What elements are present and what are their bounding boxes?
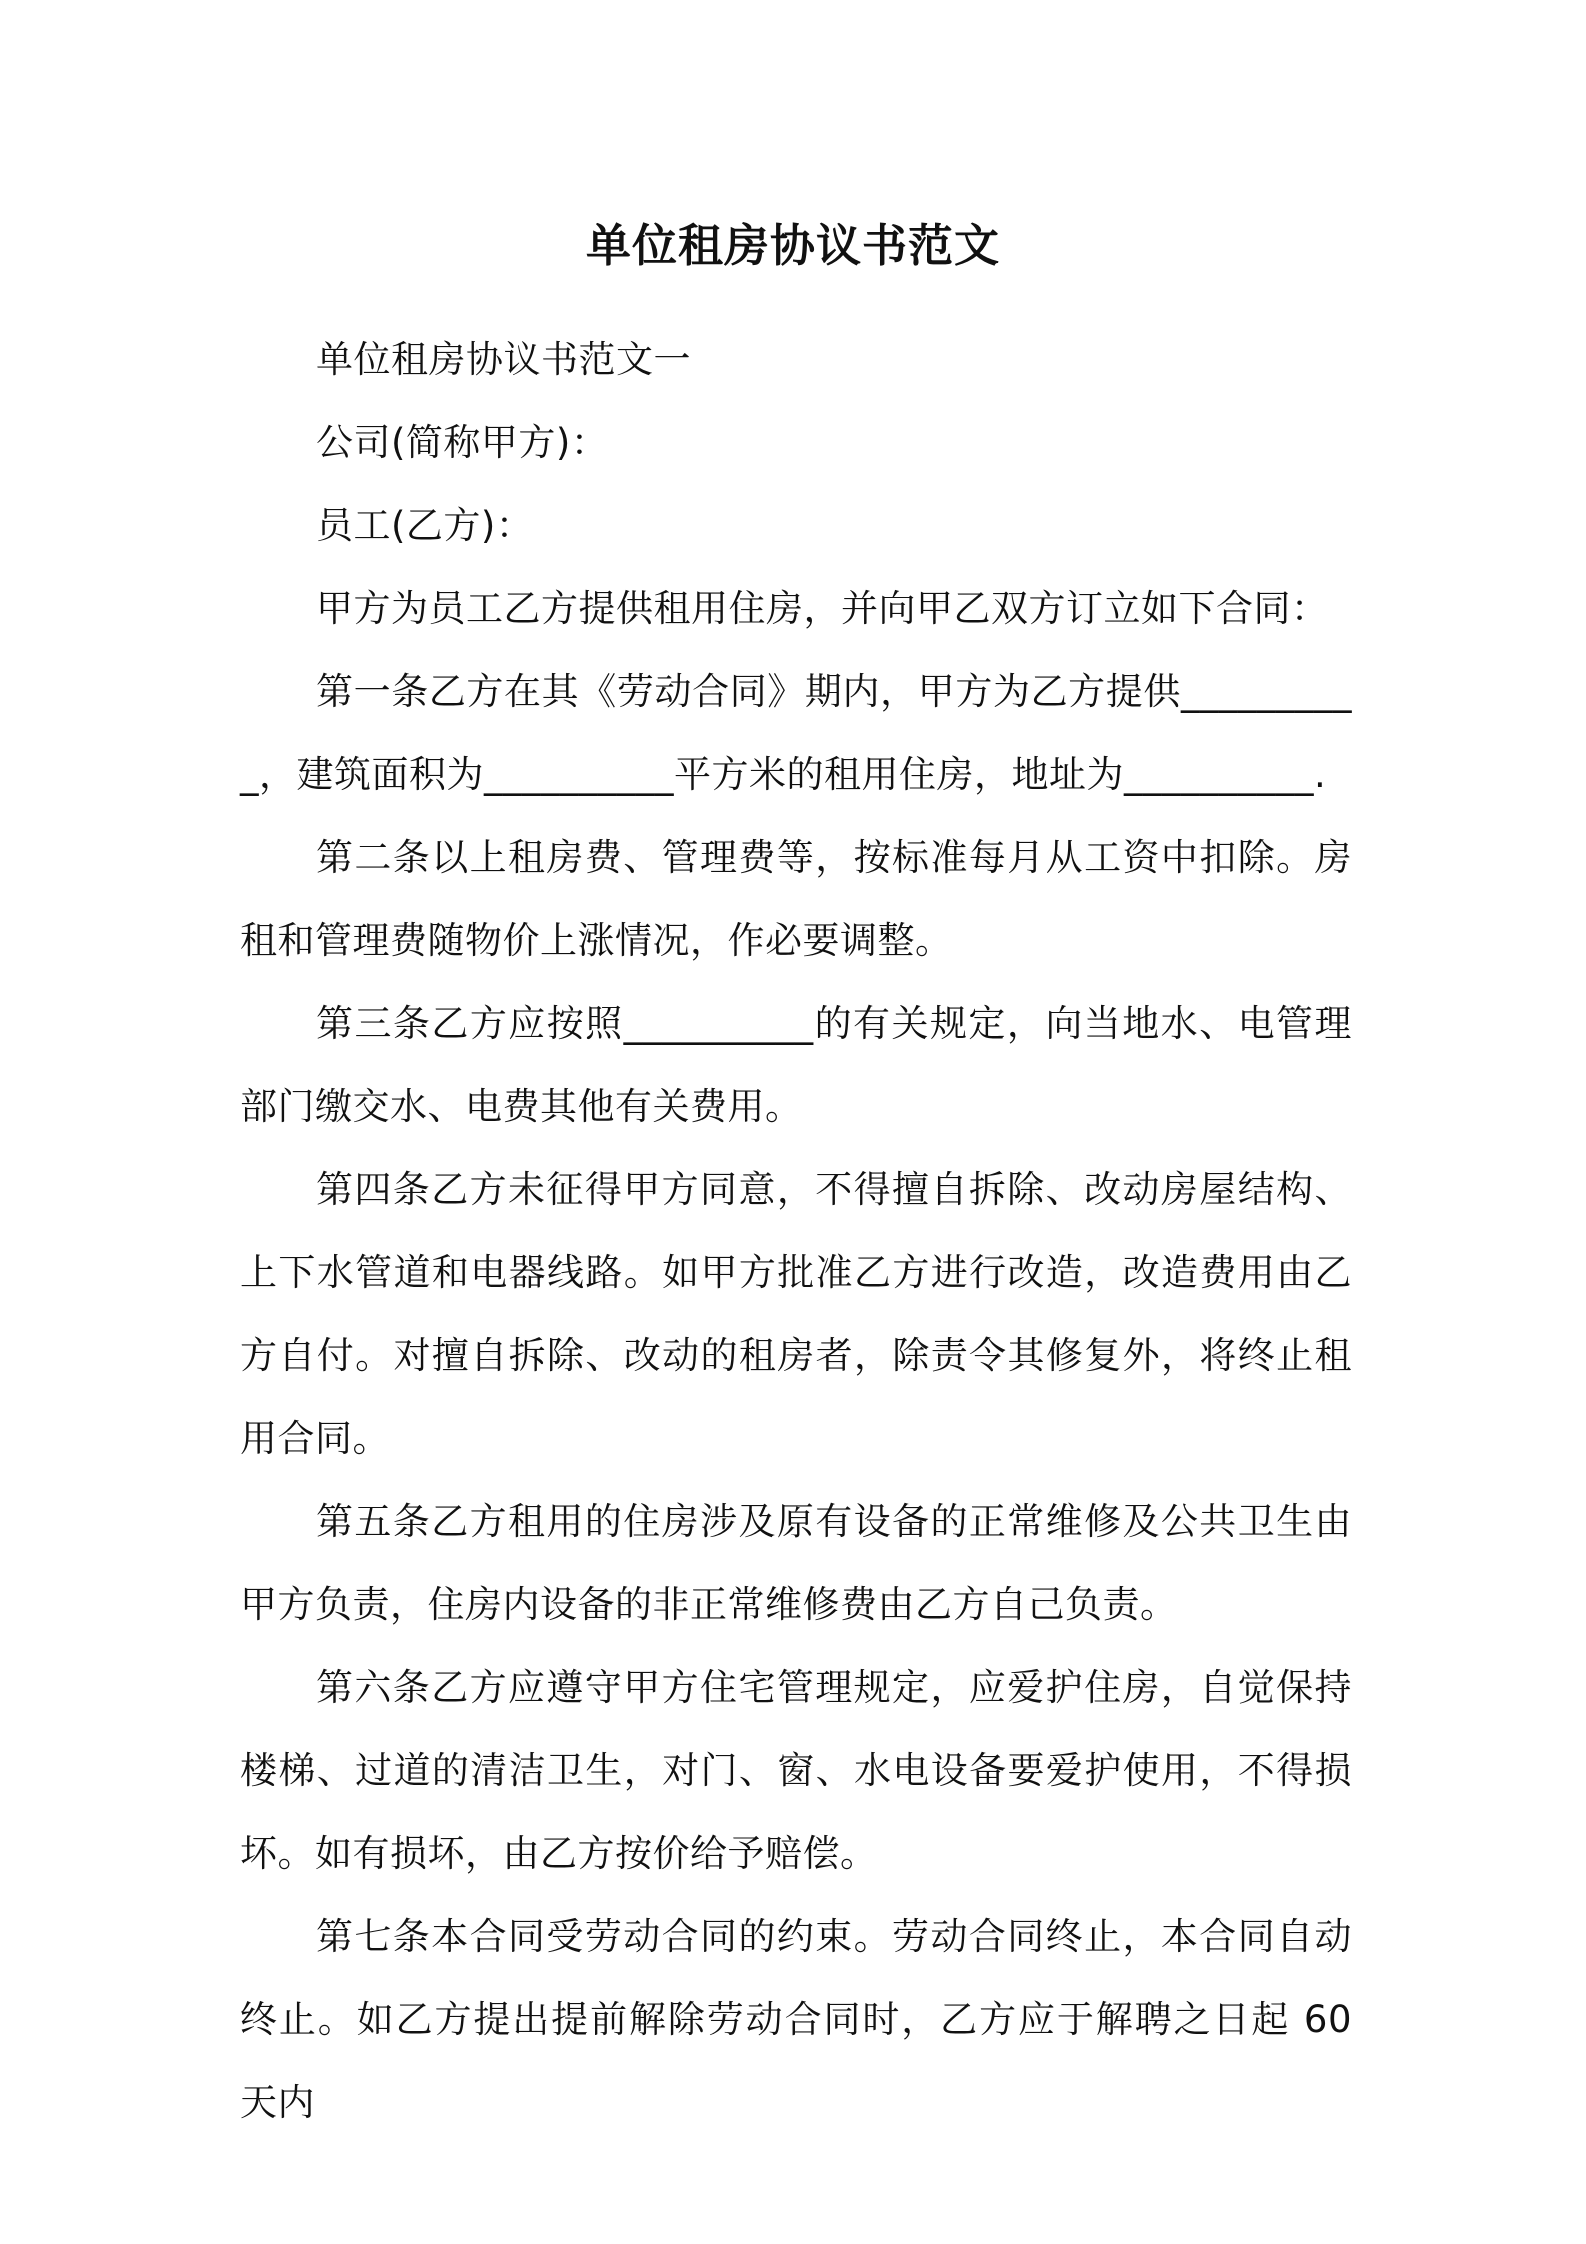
paragraph-article-3: 第三条乙方应按照__________的有关规定，向当地水、电管理部门缴交水、电费其他有关费用。 [240, 1002, 1352, 1128]
paragraph-article-7: 第七条本合同受劳动合同的约束。劳动合同终止，本合同自动终止。如乙方提出提前解除劳动合同时，乙方应于解聘之日起 60 天内 [240, 1915, 1352, 2124]
paragraph-preamble: 甲方为员工乙方提供租用住房，并向甲乙双方订立如下合同： [316, 587, 1329, 630]
paragraph-subtitle: 单位租房协议书范文一 [316, 338, 691, 381]
paragraph-party-a: 公司(简称甲方)： [316, 421, 609, 464]
paragraph-article-5: 第五条乙方租用的住房涉及原有设备的正常维修及公共卫生由甲方负责，住房内设备的非正常维修费由乙方自己负责。 [240, 1500, 1352, 1626]
paragraph-article-4: 第四条乙方未征得甲方同意，不得擅自拆除、改动房屋结构、上下水管道和电器线路。如甲方批准乙方进行改造，改造费用由乙方自付。对擅自拆除、改动的租房者，除责令其修复外，将终止租用合同。 [240, 1168, 1352, 1460]
paragraph-article-1: 第一条乙方在其《劳动合同》期内，甲方为乙方提供__________，建筑面积为__________平方米的租用住房，地址为__________. [240, 670, 1352, 796]
paragraph-article-6: 第六条乙方应遵守甲方住宅管理规定，应爱护住房，自觉保持楼梯、过道的清洁卫生，对门、窗、水电设备要爱护使用，不得损坏。如有损坏，由乙方按价给予赔偿。 [240, 1666, 1352, 1875]
paragraph-party-b: 员工(乙方)： [316, 504, 534, 547]
paragraph-article-2: 第二条以上租房费、管理费等，按标准每月从工资中扣除。房租和管理费随物价上涨情况，作必要调整。 [240, 836, 1352, 962]
document-body [240, 318, 1352, 2144]
document-title: 单位租房协议书范文 [585, 219, 1000, 272]
